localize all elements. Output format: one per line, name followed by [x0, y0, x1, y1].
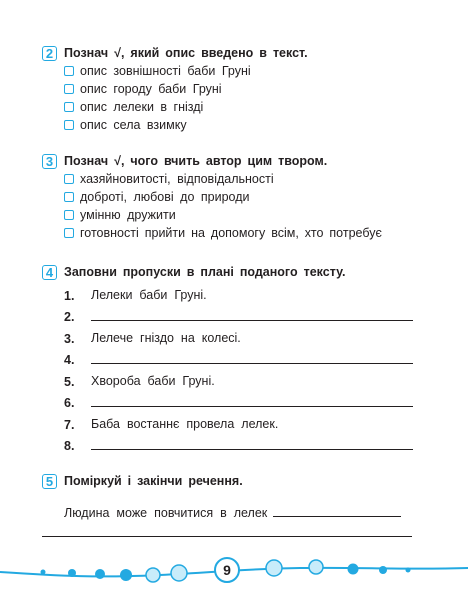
- option-label: доброті, любові до природи: [80, 190, 250, 204]
- footer-bubble: [146, 568, 160, 582]
- task-5-header: [42, 472, 422, 490]
- option-label: хазяйновитості, відповідальності: [80, 172, 274, 186]
- plan-item-text: Баба востаннє провела лелек.: [91, 416, 279, 431]
- task-5: [42, 472, 422, 520]
- footer-bubble: [309, 560, 323, 574]
- task-5-title: Поміркуй і закінчи речення.: [64, 474, 243, 488]
- plan-item-blank[interactable]: [64, 389, 422, 411]
- sentence-row[interactable]: [64, 500, 422, 520]
- plan-item-number: 3.: [64, 331, 75, 346]
- task-number-badge: 2: [42, 46, 57, 61]
- plan-item-number: 1.: [64, 288, 75, 303]
- checkbox[interactable]: [64, 228, 74, 238]
- task-2-header: [42, 44, 422, 62]
- sentence-start: Людина може повчитися в лелек: [64, 506, 268, 520]
- checkbox[interactable]: [64, 66, 74, 76]
- plan-item-number: 5.: [64, 374, 75, 389]
- plan-item-blank[interactable]: [64, 432, 422, 454]
- task-3-option[interactable]: [64, 188, 422, 206]
- option-label: опис лелеки в гнізді: [80, 100, 204, 114]
- footer-dot: [41, 570, 46, 575]
- answer-line[interactable]: [91, 320, 413, 321]
- plan-item-blank[interactable]: [64, 346, 422, 368]
- footer-bubble: [95, 569, 105, 579]
- answer-line[interactable]: [91, 406, 413, 407]
- checkbox[interactable]: [64, 102, 74, 112]
- plan-item: [64, 410, 422, 432]
- answer-line[interactable]: [273, 516, 401, 517]
- option-label: опис зовнішності баби Груні: [80, 64, 251, 78]
- plan-item: [64, 367, 422, 389]
- task-4-title: Заповни пропуски в плані поданого тексту.: [64, 265, 346, 279]
- plan-item-text: Лелеки баби Груні.: [91, 287, 207, 302]
- task-2-title: Познач √, який опис введено в текст.: [64, 46, 308, 60]
- plan-item-number: 4.: [64, 353, 75, 367]
- answer-line[interactable]: [91, 449, 413, 450]
- task-3-title: Познач √, чого вчить автор цим твором.: [64, 154, 328, 168]
- task-number-badge: 4: [42, 265, 57, 280]
- task-3-option[interactable]: [64, 170, 422, 188]
- plan-item-text: Лелече гніздо на колесі.: [91, 330, 241, 345]
- checkbox[interactable]: [64, 120, 74, 130]
- footer-bubble: [120, 569, 132, 581]
- task-2-option[interactable]: [64, 80, 422, 98]
- plan-item-blank[interactable]: [64, 303, 422, 325]
- page-number: 9: [223, 562, 231, 578]
- footer-bubble: [348, 564, 359, 575]
- footer-dot: [379, 566, 387, 574]
- task-number-badge: 3: [42, 154, 57, 169]
- plan-item-number: 2.: [64, 310, 75, 324]
- footer-bubble: [266, 560, 282, 576]
- task-3-option[interactable]: [64, 224, 422, 242]
- option-label: умінню дружити: [80, 208, 176, 222]
- footer-dot: [68, 569, 76, 577]
- plan-item: [64, 281, 422, 303]
- task-2-option[interactable]: [64, 116, 422, 134]
- task-number-badge: 5: [42, 474, 57, 489]
- task-3-header: [42, 152, 422, 170]
- task-4-header: [42, 263, 422, 281]
- task-2-option[interactable]: [64, 98, 422, 116]
- plan-item-number: 8.: [64, 439, 75, 453]
- footer-decoration: [0, 548, 468, 598]
- checkbox[interactable]: [64, 210, 74, 220]
- answer-line-full[interactable]: [42, 536, 412, 537]
- checkbox[interactable]: [64, 84, 74, 94]
- option-label: опис села взимку: [80, 118, 187, 132]
- plan-item-number: 7.: [64, 417, 75, 432]
- task-2-option[interactable]: [64, 62, 422, 80]
- plan-item-number: 6.: [64, 396, 75, 410]
- checkbox[interactable]: [64, 174, 74, 184]
- footer-bubble: [171, 565, 187, 581]
- checkbox[interactable]: [64, 192, 74, 202]
- answer-line[interactable]: [91, 363, 413, 364]
- task-3-option[interactable]: [64, 206, 422, 224]
- task-2: [42, 44, 422, 134]
- task-3: [42, 152, 422, 242]
- footer-dot: [406, 568, 411, 573]
- plan-item-text: Хвороба баби Груні.: [91, 373, 215, 388]
- option-label: готовності прийти на допомогу всім, хто потребує: [80, 226, 382, 240]
- option-label: опис городу баби Груні: [80, 82, 222, 96]
- task-4: [42, 263, 422, 453]
- plan-item: [64, 324, 422, 346]
